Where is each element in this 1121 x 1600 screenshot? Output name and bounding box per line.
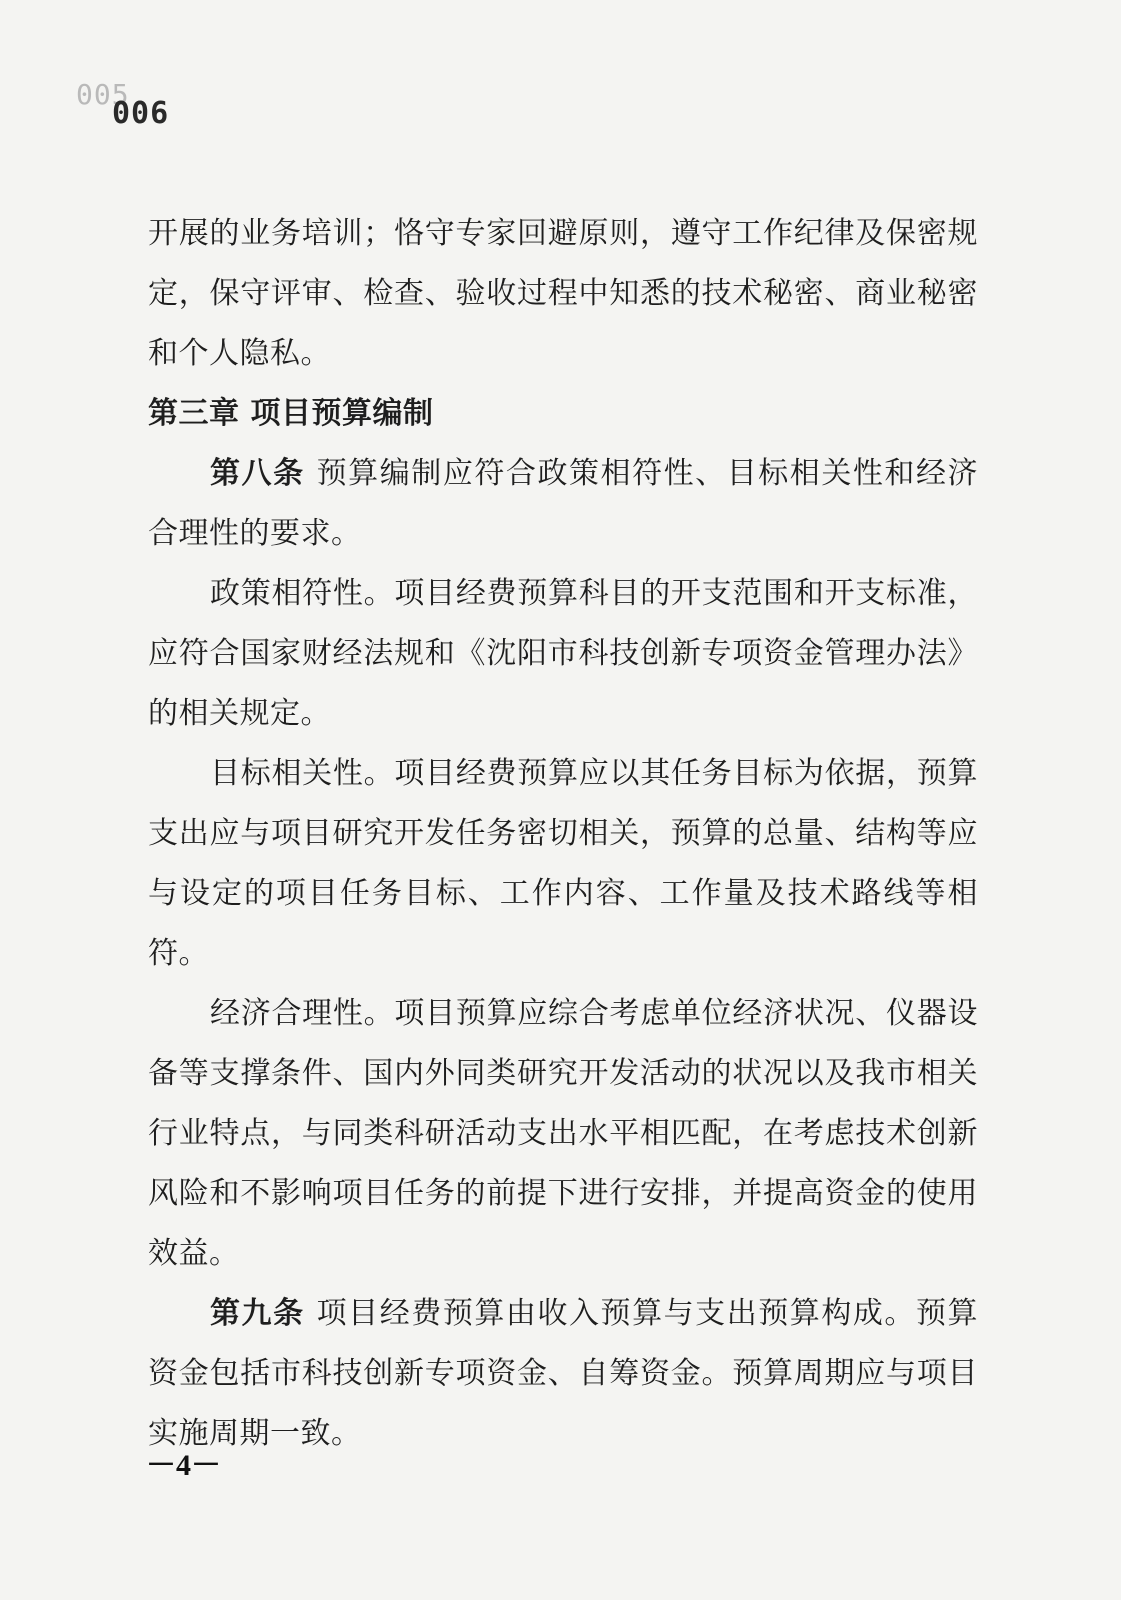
faded-page-stamp: 005 — [76, 78, 130, 111]
article-8 — [148, 444, 978, 564]
paragraph-policy: 政策相符性。项目经费预算科目的开支范围和开支标准，应符合国家财经法规和《沈阳市科技创新专项资金管理办法》的相关规定。 — [148, 576, 978, 731]
paragraph-target: 目标相关性。项目经费预算应以其任务目标为依据，预算支出应与项目研究开发任务密切相关，预算的总量、结构等应与设定的项目任务目标、工作内容、工作量及技术路线等相符。 — [148, 756, 978, 971]
document-body — [148, 204, 978, 1464]
article-9-text: 项目经费预算由收入预算与支出预算构成。预算资金包括市科技创新专项资金、自筹资金。预算周期应与项目实施周期一致。 — [148, 1296, 979, 1451]
paragraph-economic: 经济合理性。项目预算应综合考虑单位经济状况、仪器设备等支撑条件、国内外同类研究开发活动的状况以及我市相关行业特点，与同类科研活动支出水平相匹配，在考虑技术创新风险和不影响项目任务的前提下进行安排，并提高资金的使用效益。 — [148, 996, 978, 1271]
article-8-text: 预算编制应符合政策相符性、目标相关性和经济合理性的要求。 — [148, 456, 979, 551]
chapter-title: 第三章 项目预算编制 — [148, 396, 434, 431]
page-number: －4－ — [146, 1449, 221, 1482]
page-stamp: 006 — [112, 96, 170, 131]
article-8-number: 第八条 — [210, 456, 305, 491]
article-9 — [148, 1284, 978, 1464]
paragraph-continued: 开展的业务培训；恪守专家回避原则，遵守工作纪律及保密规定，保守评审、检查、验收过程中知悉的技术秘密、商业秘密和个人隐私。 — [148, 216, 978, 371]
article-9-number: 第九条 — [210, 1296, 305, 1331]
